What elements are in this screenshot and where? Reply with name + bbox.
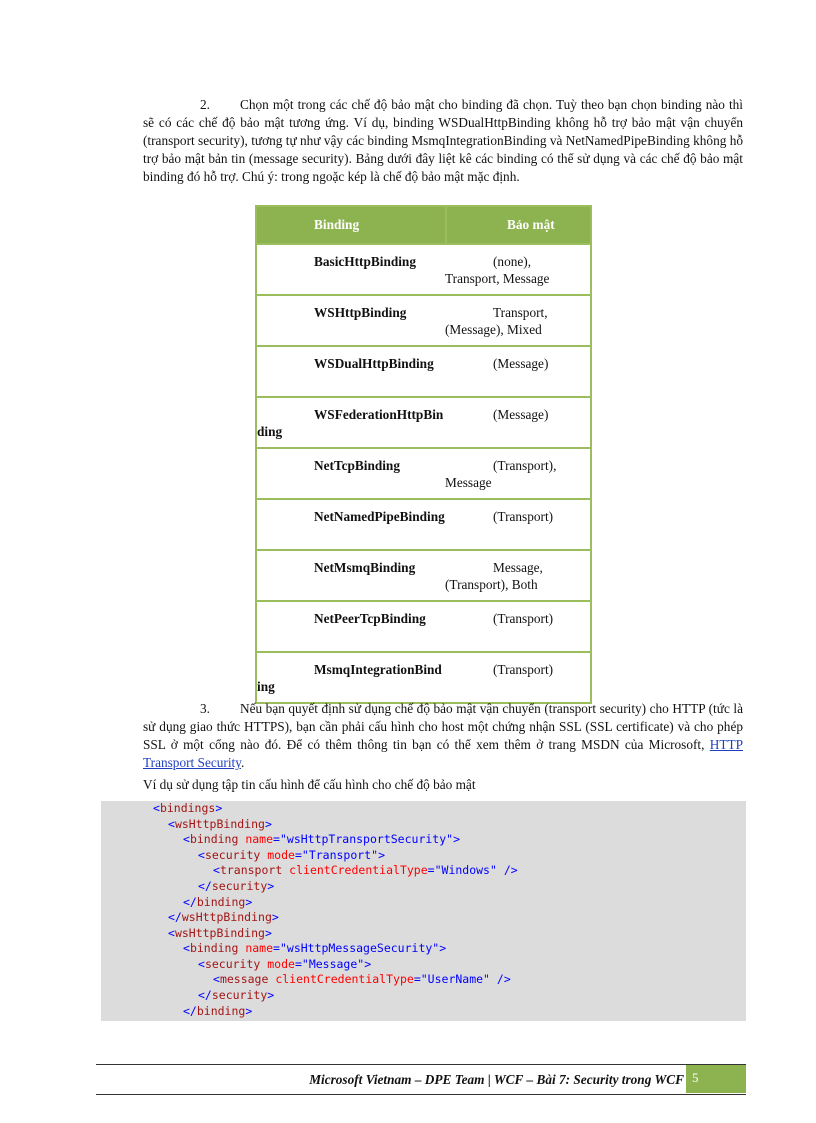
binding-name: BasicHttpBinding bbox=[314, 254, 416, 269]
footer-divider-top bbox=[96, 1064, 746, 1065]
step-number: 3. bbox=[200, 701, 210, 716]
binding-name: NetPeerTcpBinding bbox=[314, 611, 426, 626]
code-line: <binding name="wsHttpTransportSecurity"> bbox=[183, 832, 460, 846]
security-modes: (Message) bbox=[493, 356, 549, 371]
header-security: Bảo mật bbox=[446, 206, 591, 244]
table-row bbox=[256, 295, 591, 346]
code-line: </binding> bbox=[183, 1004, 253, 1018]
table-row bbox=[256, 397, 591, 448]
binding-name: NetTcpBinding bbox=[314, 458, 400, 473]
binding-name: MsmqIntegrationBinding bbox=[257, 662, 442, 694]
security-modes: Transport, (Message), Mixed bbox=[445, 305, 548, 337]
code-line: <message clientCredentialType="UserName" /> bbox=[213, 972, 511, 986]
code-line: <bindings> bbox=[153, 801, 223, 815]
code-line: <wsHttpBinding> bbox=[168, 817, 272, 831]
security-modes: (Message) bbox=[493, 407, 549, 422]
paragraph-text: Chọn một trong các chế độ bảo mật cho binding đã chọn. Tuỳ theo bạn chọn binding nào thì sẽ có các chế độ bảo mật tương ứng. Ví dụ, binding WSDualHttpBinding không hỗ trợ bảo mật vận chuyển (transport security), tương tự như vậy các binding MsmqIntegrationBinding và NetNamedPipeBinding không hỗ trợ bảo mật bản tin (message security). Bảng dưới đây liệt kê các binding có thể sử dụng và các chế độ bảo mật binding đó hỗ trợ. Chú ý: trong ngoặc kép là chế độ bảo mật mặc định. bbox=[143, 97, 743, 184]
paragraph-step-2 bbox=[143, 96, 743, 186]
binding-name: WSFederationHttpBinding bbox=[257, 407, 444, 439]
table-row bbox=[256, 448, 591, 499]
table-row bbox=[256, 346, 591, 397]
binding-name: NetNamedPipeBinding bbox=[314, 509, 445, 524]
binding-name: WSDualHttpBinding bbox=[314, 356, 434, 371]
security-modes: (Transport) bbox=[493, 662, 554, 677]
code-line: <transport clientCredentialType="Windows" /> bbox=[213, 863, 518, 877]
step-number: 2. bbox=[200, 97, 210, 112]
security-modes: (Transport) bbox=[493, 611, 554, 626]
config-code-block bbox=[101, 801, 746, 1021]
binding-name: NetMsmqBinding bbox=[314, 560, 416, 575]
code-intro-text: Ví dụ sử dụng tập tin cấu hình để cấu hình cho chế độ bảo mật bbox=[143, 777, 476, 792]
paragraph-step-3: 3. Nếu bạn quyết định sử dụng chế độ bảo mật vận chuyển (transport security) cho HTTP (tức là sử dụng giao thức HTTPS), bạn cần phải cấu hình cho host một chứng nhận SSL (SSL certificate) và cho phép SSL ở một cổng nào đó. Để có thêm thông tin bạn có thể xem thêm ở trang MSDN của Microsoft, HTTP Transport Security. bbox=[143, 701, 743, 770]
footer-divider-bottom bbox=[96, 1094, 746, 1095]
code-line: </security> bbox=[198, 988, 275, 1002]
code-line: <security mode="Message"> bbox=[198, 957, 372, 971]
security-modes: Message, (Transport), Both bbox=[445, 560, 543, 592]
security-modes: (Transport) bbox=[493, 509, 554, 524]
security-modes: (none), Transport, Message bbox=[445, 254, 550, 286]
table-row bbox=[256, 499, 591, 550]
binding-security-table bbox=[255, 205, 592, 704]
table-row bbox=[256, 652, 591, 703]
table-row bbox=[256, 244, 591, 295]
code-line: <binding name="wsHttpMessageSecurity"> bbox=[183, 941, 447, 955]
paragraph-text: Nếu bạn quyết định sử dụng chế độ bảo mật vận chuyển (transport security) cho HTTP (tức là sử dụng giao thức HTTPS), bạn cần phải cấu hình cho host một chứng nhận SSL (SSL certificate) và cho phép SSL ở một cổng nào đó. Để có thêm thông tin bạn có thể xem thêm ở trang MSDN của Microsoft, bbox=[143, 701, 743, 752]
header-binding: Binding bbox=[256, 206, 446, 244]
binding-name: WSHttpBinding bbox=[314, 305, 407, 320]
code-line: <security mode="Transport"> bbox=[198, 848, 385, 862]
code-line: </binding> bbox=[183, 895, 253, 909]
page-number: 5 bbox=[686, 1065, 746, 1093]
http-transport-security-link[interactable]: HTTP Transport Security bbox=[143, 737, 743, 770]
code-line: </wsHttpBinding> bbox=[168, 910, 279, 924]
table-row bbox=[256, 601, 591, 652]
footer-title: Microsoft Vietnam – DPE Team | WCF – Bài 7: Security trong WCF bbox=[309, 1072, 684, 1087]
code-line: <wsHttpBinding> bbox=[168, 926, 272, 940]
table-header-row bbox=[256, 206, 591, 244]
security-modes: (Transport), Message bbox=[445, 458, 557, 490]
code-line: </security> bbox=[198, 879, 275, 893]
table-row bbox=[256, 550, 591, 601]
